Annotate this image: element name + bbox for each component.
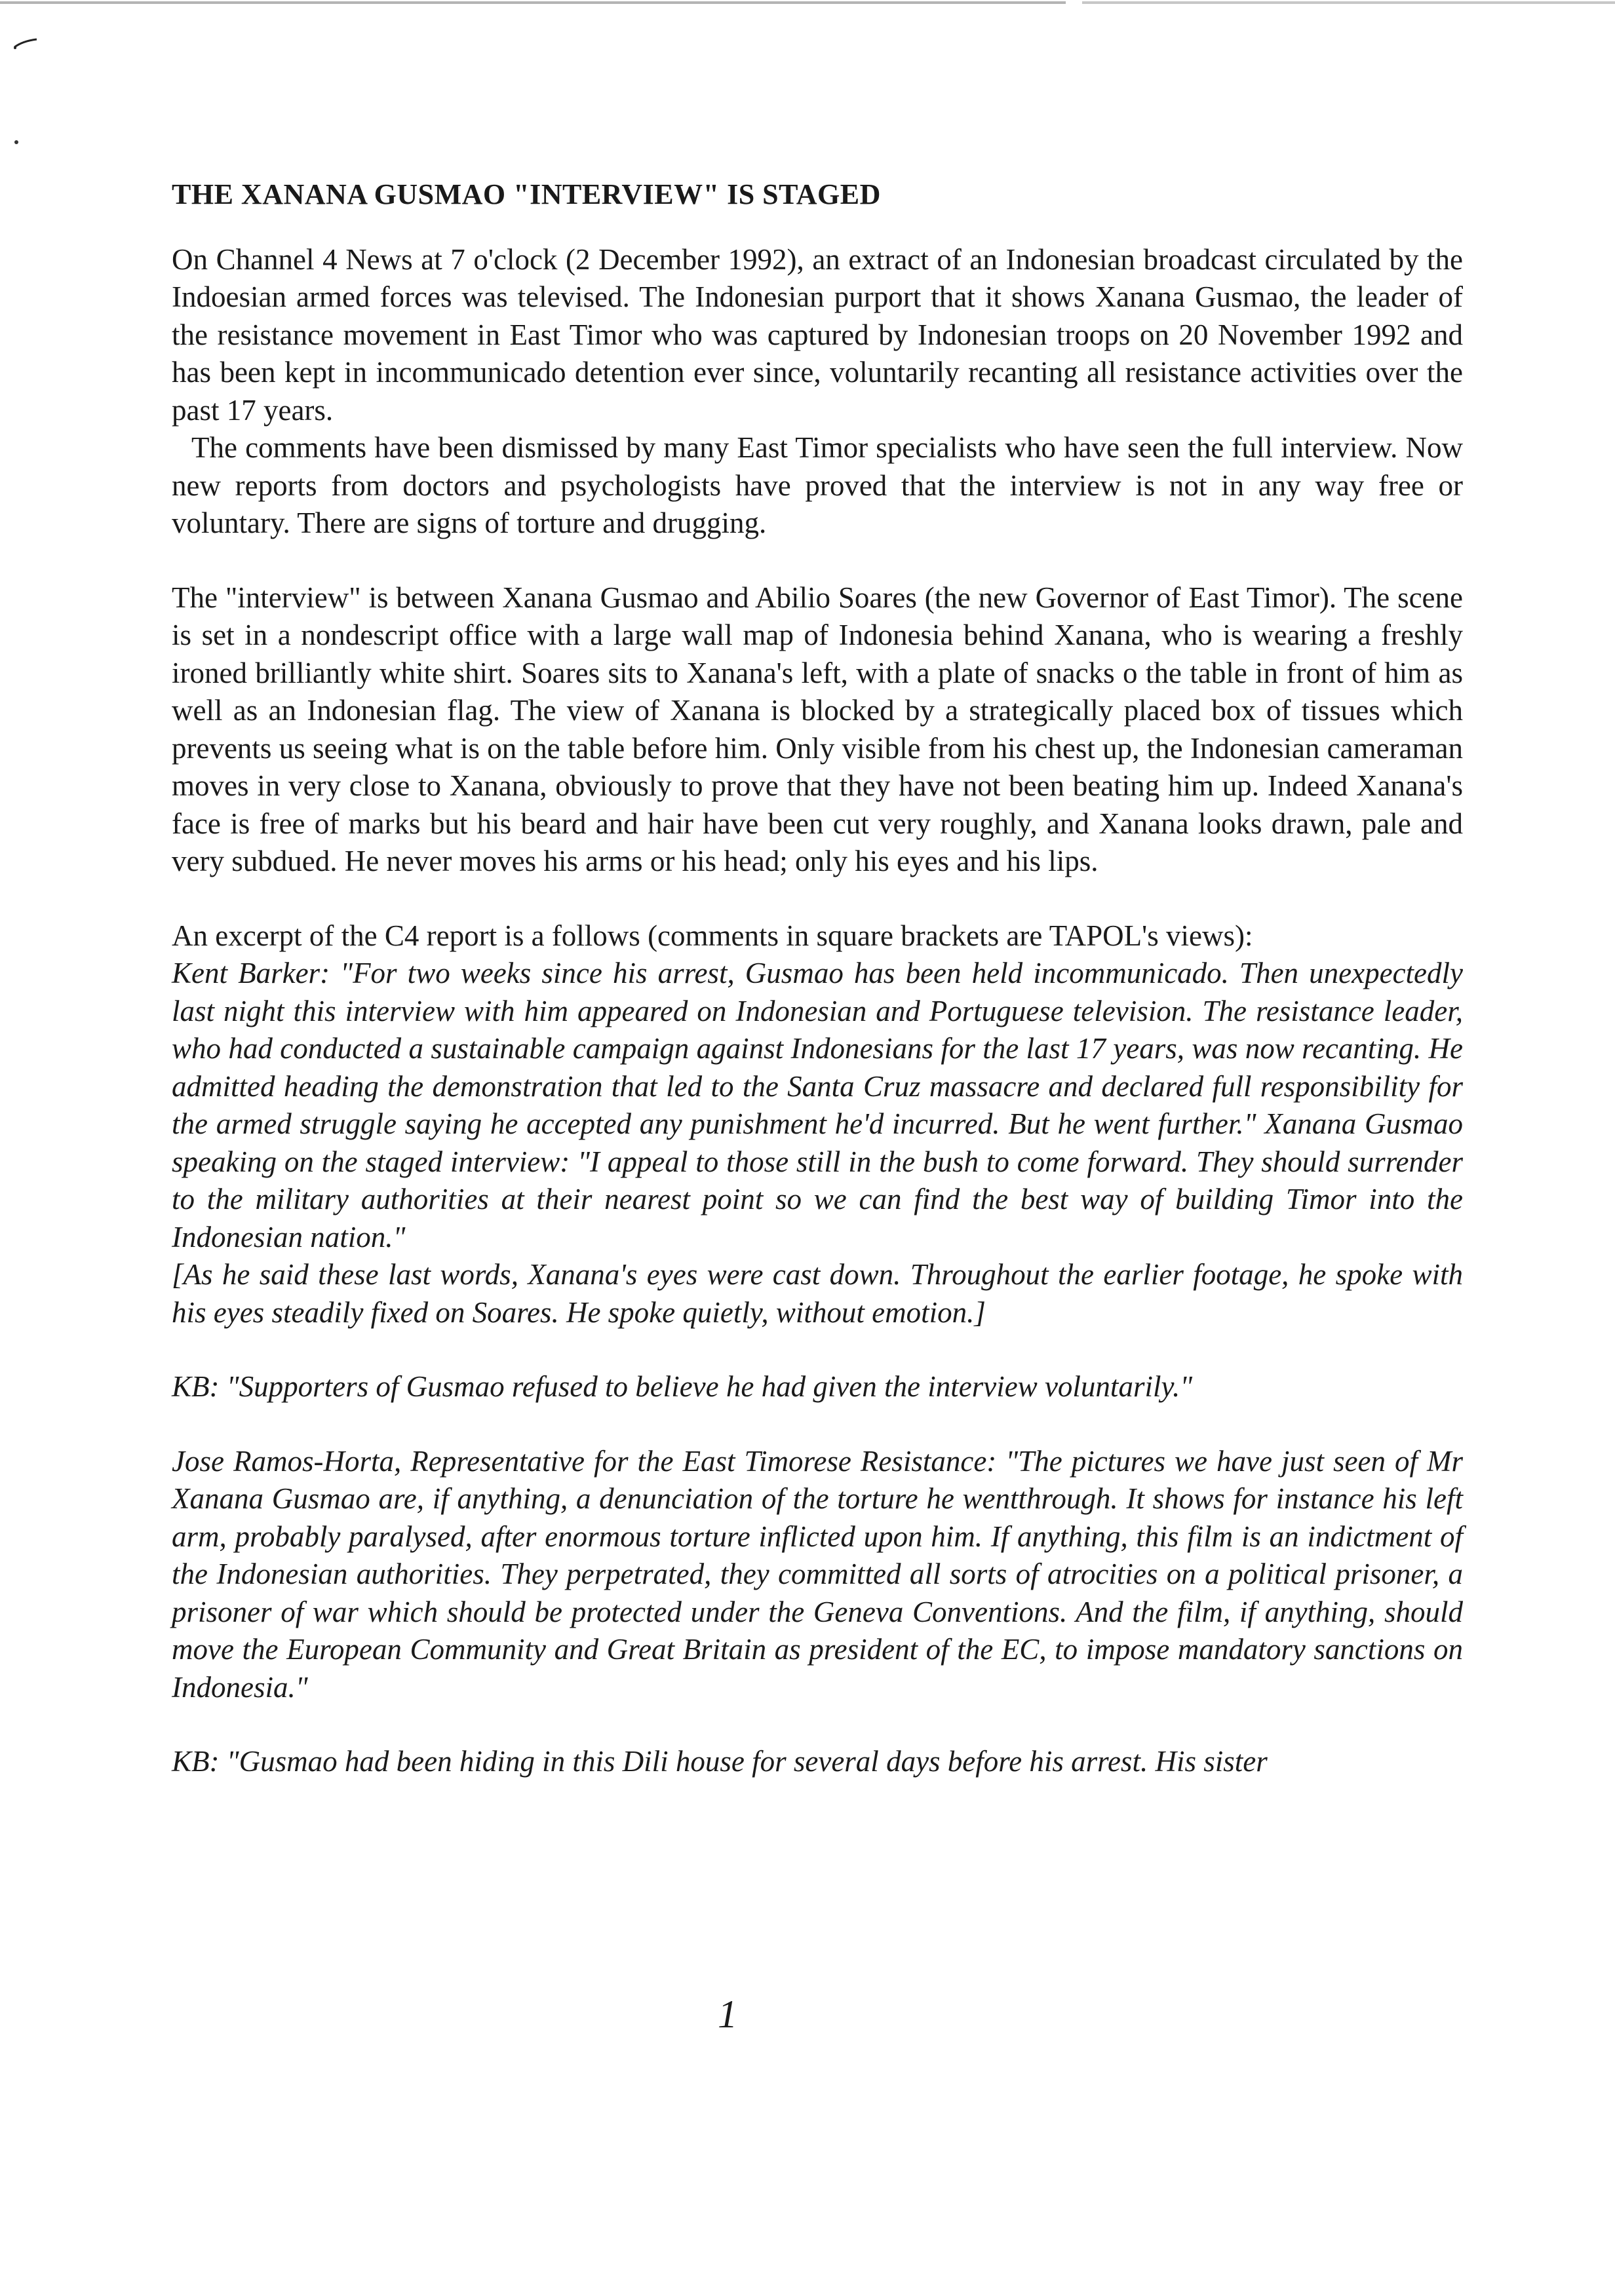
scan-mark bbox=[13, 37, 39, 50]
paragraph-tapol-comment: [As he said these last words, Xanana's eyes were cast down. Throughout the earlier footage, he spoke with his eyes steadily fixed on Soares. He spoke quietly, without emotion.] bbox=[172, 1258, 1463, 1329]
paragraph-interview-scene: The "interview" is between Xanana Gusmao and Abilio Soares (the new Governor of East Timor). The scene is set in a nondescript office with a large wall map of Indonesia behind Xanana, who is wearing a freshly ironed brilliantly white shirt. Soares sits to Xanana's left, with a plate of snacks o the table in front of him as well as an Indonesian flag. The view of Xanana is blocked by a strategically placed box of tissues which prevents us seeing what is on the table before him. Only visible from his chest up, the Indonesian cameraman moves in very close to Xanana, obviously to prove that they have not been beating him up. Indeed Xanana's face is free of marks but his beard and hair have been cut very roughly, and Xanana looks drawn, pale and very subdued. He never moves his arms or his head; only his eyes and his lips. bbox=[172, 581, 1463, 877]
scan-dot bbox=[14, 140, 18, 144]
page-number: 1 bbox=[718, 1993, 737, 2036]
paragraph-excerpt-intro: An excerpt of the C4 report is a follows (comments in square brackets are TAPOL's views): bbox=[172, 919, 1253, 952]
paragraph-ramos-horta: Jose Ramos-Horta, Representative for the East Timorese Resistance: "The pictures we have just seen of Mr Xanana Gusmao are, if anything, a denunciation of the torture he wentthrough. It shows for instance his left arm, probably paralysed, after enormous torture inflicted upon him. If anything, this film is an indictment of the Indonesian authorities. They perpetrated, they committed all sorts of atrocities on a political prisoner, a prisoner of war which should be protected under the Geneva Conventions. And the film, if anything, should move the European Community and Great Britain as president of the EC, to impose mandatory sanctions on Indonesia." bbox=[172, 1444, 1463, 1704]
document-title: THE XANANA GUSMAO "INTERVIEW" IS STAGED bbox=[172, 178, 881, 210]
paragraph-kent-barker: Kent Barker: "For two weeks since his arrest, Gusmao has been held incommunicado. Then unexpectedly last night this interview with him appeared on Indonesian and Portuguese television. The resistance leader, who had conducted a sustainable campaign against Indonesians for the last 17 years, was now recanting. He admitted heading the demonstration that led to the Santa Cruz massacre and declared full responsibility for the armed struggle saying he accepted any punishment he'd incurred. But he went further." Xanana Gusmao speaking on the staged interview: "I appeal to those still in the bush to come forward. They should surrender to the military authorities at their nearest point so we can find the best way of building Timor into the Indonesian nation." bbox=[172, 957, 1463, 1253]
document-page bbox=[172, 176, 1463, 1781]
scan-top-rule bbox=[0, 1, 1615, 4]
paragraph-kb-dili-house: KB: "Gusmao had been hiding in this Dili house for several days before his arrest. His sister bbox=[172, 1745, 1268, 1778]
paragraph-comments: The comments have been dismissed by many East Timor specialists who have seen the full interview. Now new reports from doctors and psychologists have proved that the interview is not in any way free or voluntary. There are signs of torture and drugging. bbox=[172, 431, 1463, 539]
paragraph-kb-supporters: KB: "Supporters of Gusmao refused to believe he had given the interview voluntarily." bbox=[172, 1370, 1193, 1403]
paragraph-intro: On Channel 4 News at 7 o'clock (2 December 1992), an extract of an Indonesian broadcast circulated by the Indoesian armed forces was televised. The Indonesian purport that it shows Xanana Gusmao, the leader of the resistance movement in East Timor who was captured by Indonesian troops on 20 November 1992 and has been kept in incommunicado detention ever since, voluntarily recanting all resistance activities over the past 17 years. bbox=[172, 242, 1463, 427]
